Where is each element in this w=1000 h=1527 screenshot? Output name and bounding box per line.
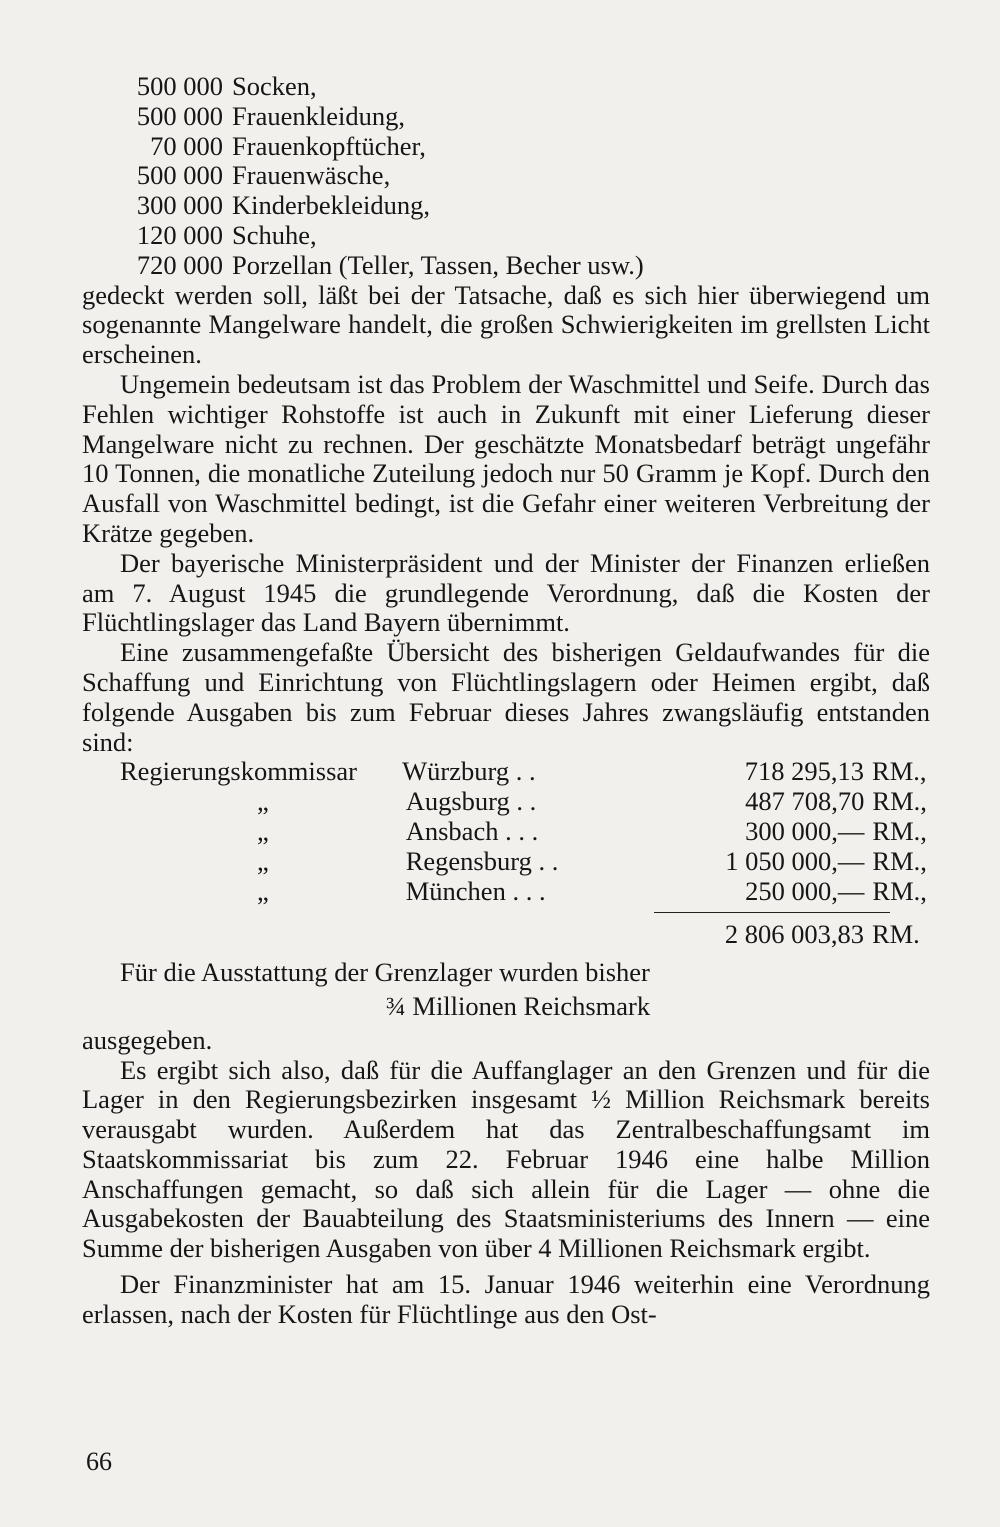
list-item [82,221,930,251]
list-quantity: 500 000 [136,100,223,131]
expense-office: „ [257,786,269,817]
expense-currency: RM., [872,875,927,906]
page-body [82,72,930,1330]
expense-city: Würzburg . . [402,756,536,787]
list-label: Porzellan (Teller, Tassen, Becher usw.) [232,249,644,280]
paragraph-detergents: Ungemein bedeutsam ist das Problem der Waschmittel und Seife. Durch das Fehlen wichtiger Rohstoffe ist auch in Zukunft mit einer Lieferung dieser Mangelware nicht zu rechnen. Der geschätzte Monatsbedarf beträgt ungefähr 10 Tonnen, die monatliche Zuteilung jedoch nur 50 Gramm je Kopf. Durch den Ausfall von Waschmittel bedingt, ist die Gefahr einer weiteren Verbreitung der Krätze gegeben. [82,368,930,548]
list-quantity: 500 000 [136,160,223,191]
expense-amount: 1 050 000,— [725,845,865,876]
expense-currency: RM., [872,845,927,876]
list-quantity: 300 000 [136,190,223,221]
expense-amount: 300 000,— [745,815,865,846]
expense-amount: 487 708,70 [745,786,865,817]
expense-city: Ansbach . . . [405,815,539,846]
expense-city: München . . . [405,875,546,906]
item-list [82,72,930,281]
list-quantity: 500 000 [136,71,223,101]
expense-row [82,787,930,817]
expense-row [82,817,930,847]
sum-rule [654,912,890,913]
paragraph-shortages: gedeckt werden soll, läßt bei der Tatsache, daß es sich hier überwiegend um sogenannte Mangelware handelt, die großen Schwierigkeiten im grellsten Licht erscheinen. [82,279,930,370]
list-item [82,191,930,221]
total-currency: RM. [871,919,920,950]
list-quantity: 720 000 [136,249,223,280]
sum-divider [82,906,930,920]
expense-city: Augsburg . . [405,786,537,817]
paragraph-summary: Es ergibt sich also, daß für die Auffanglager an den Grenzen und für die Lager in den Regierungsbezirken insgesamt ½ Million Reichsmark bereits verausgabt wurden. Außerdem hat das Zentralbeschaffungsamt im Staatskommissariat bis zum 22. Februar 1946 eine halbe Million Anschaffungen gemacht, so daß sich allein für die Lager — ohne die Ausgabekosten der Bauabteilung des Staatsministeriums des Innern — eine Summe der bisherigen Ausgaben von über 4 Millionen Reichsmark ergibt. [82,1054,930,1264]
list-item [82,72,930,102]
expense-row [82,757,930,787]
expense-row [82,847,930,877]
expenses-table [82,757,930,950]
total-amount: 2 806 003,83 [724,919,864,950]
expense-office: „ [257,815,269,846]
paragraph-border-camps-end: ausgegeben. [82,1024,213,1055]
paragraph-finance-minister: Der Finanzminister hat am 15. Januar 1946 weiterhin eine Verordnung erlassen, nach der Kosten für Flüchtlinge aus den Ost- [82,1269,930,1329]
list-label: Frauenkleidung, [232,100,405,131]
list-item [82,251,930,281]
list-item [82,132,930,162]
list-label: Frauenwäsche, [232,160,391,191]
expense-office: „ [257,845,269,876]
expense-office: „ [257,875,269,906]
list-item [82,102,930,132]
paragraph-ordinance: Der bayerische Ministerpräsident und der Minister der Finanzen erließen am 7. August 1945 die grundlegende Verordnung, daß die Kosten der Flüchtlingslager das Land Bayern übernimmt. [82,547,930,638]
list-label: Schuhe, [232,219,317,250]
expense-row [82,877,930,907]
expense-city: Regensburg . . [405,845,559,876]
list-label: Socken, [232,71,317,101]
list-label: Frauenkopftücher, [232,130,426,161]
border-camps-amount: ¾ Millionen Reichsmark [385,990,651,1021]
page-number: 66 [86,1447,112,1476]
expense-amount: 250 000,— [745,875,865,906]
list-quantity: 70 000 [150,130,223,161]
expense-amount: 718 295,13 [744,756,865,787]
list-item [82,161,930,191]
list-label: Kinderbekleidung, [232,190,430,221]
expense-total-row [82,920,930,950]
list-quantity: 120 000 [136,219,223,250]
expense-currency: RM., [872,786,927,817]
expense-currency: RM., [872,815,927,846]
expense-currency: RM., [872,756,927,787]
paragraph-overview: Eine zusammengefaßte Übersicht des bisherigen Geldaufwandes für die Schaffung und Einrichtung von Flüchtlingslagern oder Heimen ergibt, daß folgende Ausgaben bis zum Februar dieses Jahres zwangsläufig entstanden sind: [82,637,930,757]
expense-office: Regierungskommissar [120,756,357,787]
paragraph-border-camps: Für die Ausstattung der Grenzlager wurden bisher [120,957,650,988]
